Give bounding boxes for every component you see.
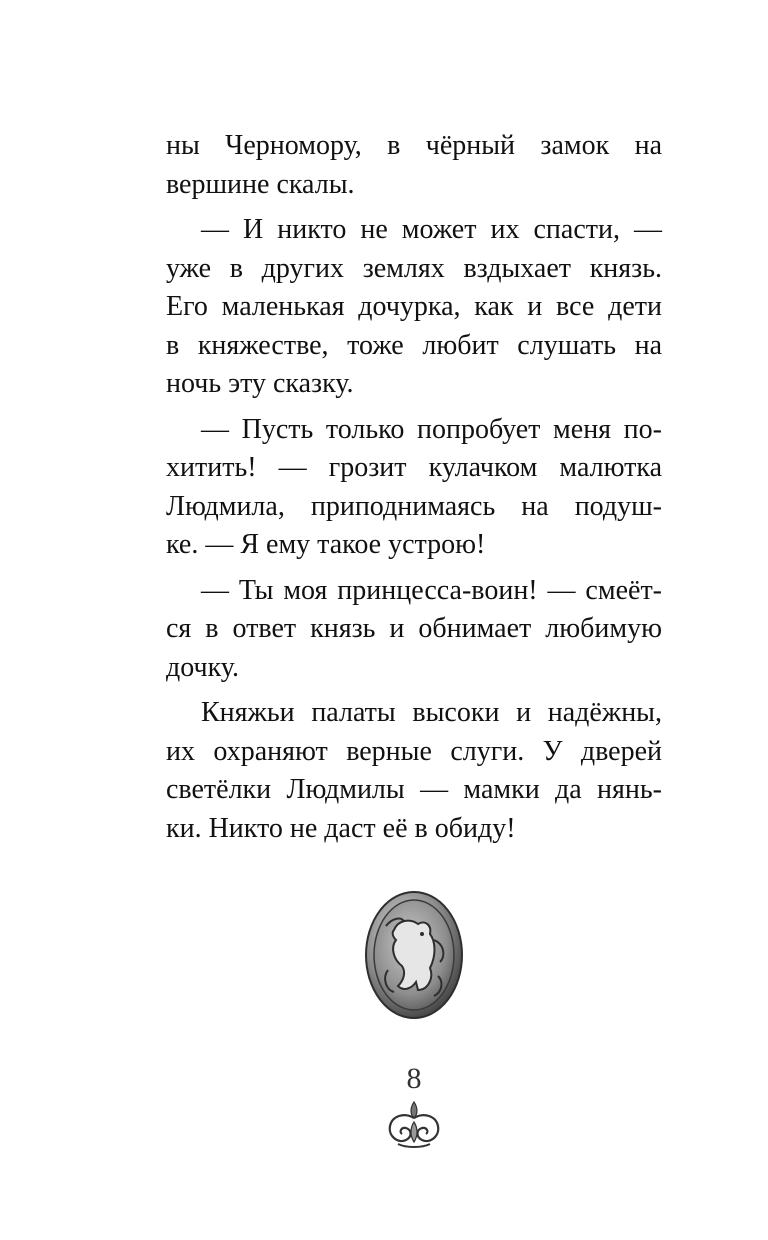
body-text (166, 127, 662, 855)
paragraph (166, 127, 662, 204)
paragraph (166, 694, 662, 848)
text-line: — Ты моя принцесса-воин! — смеёт- (201, 574, 662, 606)
text-line: хитить! — грозит кулачком малютка (166, 452, 662, 483)
floral-ornament-icon (384, 1098, 444, 1150)
bear-medallion-icon (364, 890, 464, 1020)
paragraph (166, 572, 662, 688)
text-line: Людмила, приподнимаясь на подуш- (166, 490, 662, 522)
text-line: в княжестве, тоже любит слушать на (166, 329, 662, 361)
text-line: уже в других землях вздыхает князь. (166, 252, 662, 284)
text-line: ке. — Я ему такое устрою! (166, 529, 486, 560)
text-line: ки. Никто не даст её в обиду! (166, 812, 516, 844)
text-line: их охраняют верные слуги. У дверей (166, 735, 662, 767)
text-line: светёлки Людмилы — мамки да нянь- (166, 774, 662, 805)
text-line: ся в ответ князь и обнимает любимую (166, 613, 662, 644)
page-number: 8 (406, 1062, 422, 1095)
text-line: ночь эту сказку. (166, 368, 354, 399)
paragraph (166, 211, 662, 404)
text-line: вершине скалы. (166, 168, 355, 200)
text-line: ны Черномору, в чёрный замок на (166, 130, 662, 161)
paragraph (166, 411, 662, 565)
text-line: дочку. (166, 651, 240, 683)
text-line: — И никто не может их спасти, — (201, 214, 662, 245)
text-line: — Пусть только попробует меня по- (201, 413, 662, 445)
text-line: Его маленькая дочурка, как и все дети (166, 291, 662, 322)
text-line: Княжьи палаты высоки и надёжны, (201, 697, 662, 728)
